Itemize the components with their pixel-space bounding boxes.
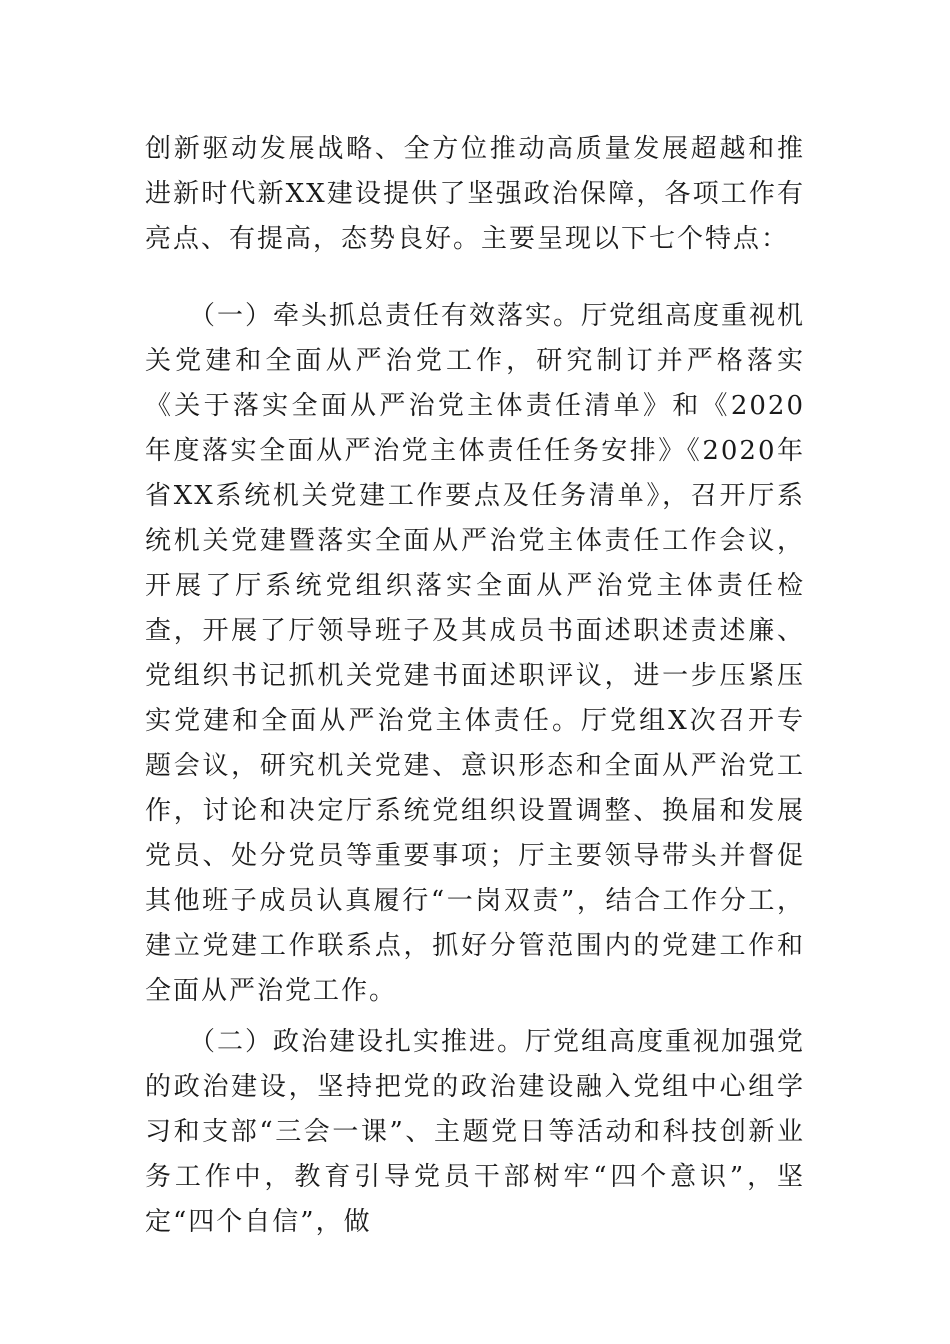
paragraph-section-1: （一）牵头抓总责任有效落实。厅党组高度重视机关党建和全面从严治党工作，研究制订并严格落实《关于落实全面从严治党主体责任清单》和《2020年度落实全面从严治党主体责任任务安排》《2020年省XX系统机关党建工作要点及任务清单》，召开厅系统机关党建暨落实全面从严治党主体责任工作会议，开展了厅系统党组织落实全面从严治党主体责任检查，开展了厅领导班子及其成员书面述职述责述廉、党组织书记抓机关党建书面述职评议，进一步压紧压实党建和全面从严治党主体责任。厅党组X次召开专题会议，研究机关党建、意识形态和全面从严治党工作，讨论和决定厅系统党组织设置调整、换届和发展党员、处分党员等重要事项；厅主要领导带头并督促其他班子成员认真履行“一岗双责”，结合工作分工，建立党建工作联系点，抓好分管范围内的党建工作和全面从严治党工作。: [145, 301, 806, 1006]
paragraph-section-2: （二）政治建设扎实推进。厅党组高度重视加强党的政治建设，坚持把党的政治建设融入党组中心组学习和支部“三会一课”、主题党日等活动和科技创新业务工作中，教育引导党员干部树牢“四个意识”，坚定“四个自信”，做: [145, 1027, 806, 1237]
paragraph-intro: 创新驱动发展战略、全方位推动高质量发展超越和推进新时代新XX建设提供了坚强政治保障，各项工作有亮点、有提高，态势良好。主要呈现以下七个特点：: [145, 134, 805, 254]
